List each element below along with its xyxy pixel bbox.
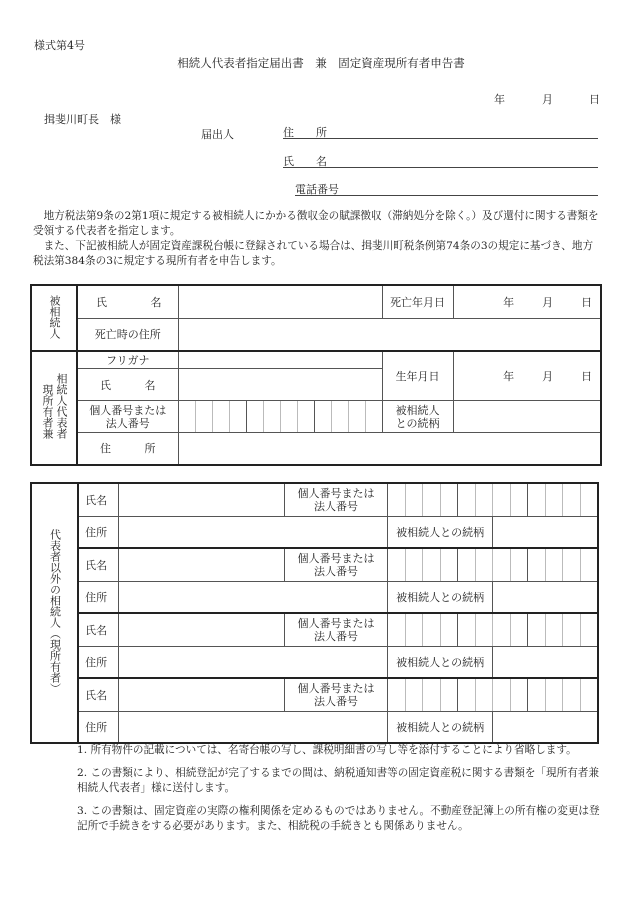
id-digit-cell[interactable] xyxy=(212,401,229,433)
heir-1-relationship-input[interactable] xyxy=(493,516,598,548)
id-digit-cell[interactable] xyxy=(580,548,598,581)
id-digit-cell[interactable] xyxy=(280,401,297,433)
id-digit-cell[interactable] xyxy=(405,483,423,516)
id-digit-cell[interactable] xyxy=(545,613,563,646)
id-digit-cell[interactable] xyxy=(423,613,441,646)
id-digit-cell[interactable] xyxy=(458,613,476,646)
heir-2-relationship-label: 被相続人との続柄 xyxy=(388,581,493,613)
id-digit-cell[interactable] xyxy=(229,401,246,433)
heir-2-name-input[interactable] xyxy=(118,548,284,581)
applicant-address-label: 住 所 xyxy=(283,126,327,139)
id-digit-cell[interactable] xyxy=(440,548,458,581)
heir-2-address-input[interactable] xyxy=(118,581,387,613)
representative-address-label: 住 所 xyxy=(77,433,178,465)
page-title: 相続人代表者指定届出書 兼 固定資産現所有者申告書 xyxy=(177,56,465,70)
id-digit-cell[interactable] xyxy=(528,483,546,516)
id-digit-cell[interactable] xyxy=(423,548,441,581)
id-digit-cell[interactable] xyxy=(263,401,280,433)
heir-1-address-input[interactable] xyxy=(118,516,387,548)
heir-3-relationship-input[interactable] xyxy=(493,646,598,678)
other-heirs-table xyxy=(30,482,599,744)
id-digit-cell[interactable] xyxy=(510,483,528,516)
id-digit-cell[interactable] xyxy=(440,678,458,711)
id-digit-cell[interactable] xyxy=(510,678,528,711)
id-digit-cell[interactable] xyxy=(458,483,476,516)
id-digit-cell[interactable] xyxy=(528,613,546,646)
date-day-label: 日 xyxy=(589,93,600,106)
representative-section-label: 現所有者兼相続人代表者 xyxy=(31,351,77,465)
id-digit-cell[interactable] xyxy=(423,678,441,711)
id-digit-cell[interactable] xyxy=(493,678,511,711)
heir-4-address-label: 住所 xyxy=(78,711,118,743)
id-digit-cell[interactable] xyxy=(405,613,423,646)
applicant-name-label: 氏 名 xyxy=(283,155,327,168)
id-digit-cell[interactable] xyxy=(458,548,476,581)
heir-3-address-label: 住所 xyxy=(78,646,118,678)
id-digit-cell[interactable] xyxy=(545,678,563,711)
heir-1-name-label: 氏名 xyxy=(78,483,118,516)
id-digit-cell[interactable] xyxy=(405,678,423,711)
relationship-label: 被相続人 との続柄 xyxy=(382,401,453,433)
death-date-label: 死亡年月日 xyxy=(382,285,453,318)
heir-2-id-label: 個人番号または 法人番号 xyxy=(284,548,387,581)
relationship-input[interactable] xyxy=(453,401,601,433)
notes xyxy=(77,743,602,842)
heir-4-id-label: 個人番号または 法人番号 xyxy=(284,678,387,711)
id-digit-cell[interactable] xyxy=(510,548,528,581)
heir-2-address-label: 住所 xyxy=(78,581,118,613)
applicant-phone-label: 電話番号 xyxy=(295,183,339,196)
id-digit-cell[interactable] xyxy=(545,483,563,516)
decedent-representative-table xyxy=(30,284,602,466)
id-digit-cell[interactable] xyxy=(493,613,511,646)
decedent-section-label: 被相続人 xyxy=(31,285,77,351)
id-digit-cell[interactable] xyxy=(388,678,406,711)
applicant-address-field[interactable] xyxy=(283,124,598,139)
id-digit-cell[interactable] xyxy=(493,548,511,581)
id-digit-cell[interactable] xyxy=(563,548,581,581)
id-digit-cell[interactable] xyxy=(423,483,441,516)
id-digit-cell[interactable] xyxy=(510,613,528,646)
id-digit-cell[interactable] xyxy=(388,613,406,646)
other-heirs-section-label: 代表者以外の相続人（現所有者） xyxy=(31,483,78,743)
decedent-name-input[interactable] xyxy=(178,285,382,318)
heir-4-name-input[interactable] xyxy=(118,678,284,711)
death-date-input[interactable]: 年 月 日 xyxy=(453,285,601,318)
date-year-label: 年 xyxy=(494,93,505,106)
date-month-label: 月 xyxy=(542,93,553,106)
id-digit-cell[interactable] xyxy=(388,483,406,516)
id-digit-cell[interactable] xyxy=(405,548,423,581)
address-at-death-label: 死亡時の住所 xyxy=(77,318,178,351)
representative-name-input[interactable] xyxy=(178,369,382,401)
id-digit-cell[interactable] xyxy=(365,401,382,433)
birth-date-input[interactable]: 年 月 日 xyxy=(453,351,601,401)
id-number-label: 個人番号または 法人番号 xyxy=(77,401,178,433)
heir-4-name-label: 氏名 xyxy=(78,678,118,711)
id-digit-cell[interactable] xyxy=(440,483,458,516)
id-digit-cell[interactable] xyxy=(528,678,546,711)
furigana-label: フリガナ xyxy=(77,351,178,369)
address-at-death-input[interactable] xyxy=(178,318,601,351)
id-digit-cell[interactable] xyxy=(246,401,263,433)
representative-id-row xyxy=(31,401,601,433)
id-digit-cell[interactable] xyxy=(331,401,348,433)
intro-text xyxy=(33,209,603,269)
id-digit-cell[interactable] xyxy=(563,613,581,646)
id-digit-cell[interactable] xyxy=(388,548,406,581)
id-digit-cell[interactable] xyxy=(580,678,598,711)
id-digit-cell[interactable] xyxy=(563,483,581,516)
heir-1-address-label: 住所 xyxy=(78,516,118,548)
heir-1-relationship-label: 被相続人との続柄 xyxy=(388,516,493,548)
applicant-name-field[interactable] xyxy=(283,153,598,168)
furigana-input[interactable] xyxy=(178,351,382,369)
id-digit-cell[interactable] xyxy=(475,613,493,646)
heir-4-relationship-input[interactable] xyxy=(493,711,598,743)
id-digit-cell[interactable] xyxy=(580,483,598,516)
birth-date-label: 生年月日 xyxy=(382,351,453,401)
id-digit-cell[interactable] xyxy=(475,483,493,516)
id-digit-cell[interactable] xyxy=(545,548,563,581)
applicant-label: 届出人 xyxy=(201,128,234,141)
id-digit-cell[interactable] xyxy=(178,401,195,433)
decedent-name-label: 氏 名 xyxy=(77,285,178,318)
id-digit-cell[interactable] xyxy=(195,401,212,433)
heir-2-relationship-input[interactable] xyxy=(493,581,598,613)
id-digit-cell[interactable] xyxy=(348,401,365,433)
note-2: 2. この書類により、相続登記が完了するまでの間は、納税通知書等の固定資産税に関する書類を「現所有者兼相続人代表者」様に送付します。 xyxy=(77,767,599,794)
intro-paragraph-2: また、下記被相続人が固定資産課税台帳に登録されている場合は、揖斐川町税条例第74条の3の規定に基づき、地方税法第384条の3に規定する現所有者を申告します。 xyxy=(33,240,594,267)
id-digit-cell[interactable] xyxy=(528,548,546,581)
id-digit-cell[interactable] xyxy=(440,613,458,646)
id-digit-cell[interactable] xyxy=(297,401,314,433)
heir-3-name-label: 氏名 xyxy=(78,613,118,646)
id-digit-cell[interactable] xyxy=(563,678,581,711)
note-1: 1. 所有物件の記載については、名寄台帳の写し、課税明細書の写し等を添付することにより省略します。 xyxy=(77,744,577,756)
id-digit-cell[interactable] xyxy=(475,548,493,581)
heir-3-name-input[interactable] xyxy=(118,613,284,646)
addressee: 揖斐川町長 様 xyxy=(44,113,121,126)
representative-address-input[interactable] xyxy=(178,433,601,465)
id-digit-cell[interactable] xyxy=(475,678,493,711)
heir-1-id-label: 個人番号または 法人番号 xyxy=(284,483,387,516)
heir-3-address-input[interactable] xyxy=(118,646,387,678)
heir-4-relationship-label: 被相続人との続柄 xyxy=(388,711,493,743)
representative-name-label: 氏 名 xyxy=(77,369,178,401)
heir-2-name-label: 氏名 xyxy=(78,548,118,581)
id-digit-cell[interactable] xyxy=(458,678,476,711)
heir-3-id-label: 個人番号または 法人番号 xyxy=(284,613,387,646)
id-digit-cell[interactable] xyxy=(493,483,511,516)
heir-3-relationship-label: 被相続人との続柄 xyxy=(388,646,493,678)
heir-4-address-input[interactable] xyxy=(118,711,387,743)
id-digit-cell[interactable] xyxy=(314,401,331,433)
form-number: 様式第4号 xyxy=(34,39,85,52)
applicant-phone-field[interactable] xyxy=(295,181,598,196)
heir-1-name-input[interactable] xyxy=(118,483,284,516)
intro-paragraph-1: 地方税法第9条の2第1項に規定する被相続人にかかる徴収金の賦課徴収（滞納処分を除く。）及び還付に関する書類を受領する代表者を指定します。 xyxy=(33,210,599,237)
id-digit-cell[interactable] xyxy=(580,613,598,646)
note-3: 3. この書類は、固定資産の実際の権利関係を定めるものではありません。不動産登記簿上の所有権の変更は登記所で手続きをする必要があります。また、相続税の手続きとも関係ありません。 xyxy=(77,805,600,832)
